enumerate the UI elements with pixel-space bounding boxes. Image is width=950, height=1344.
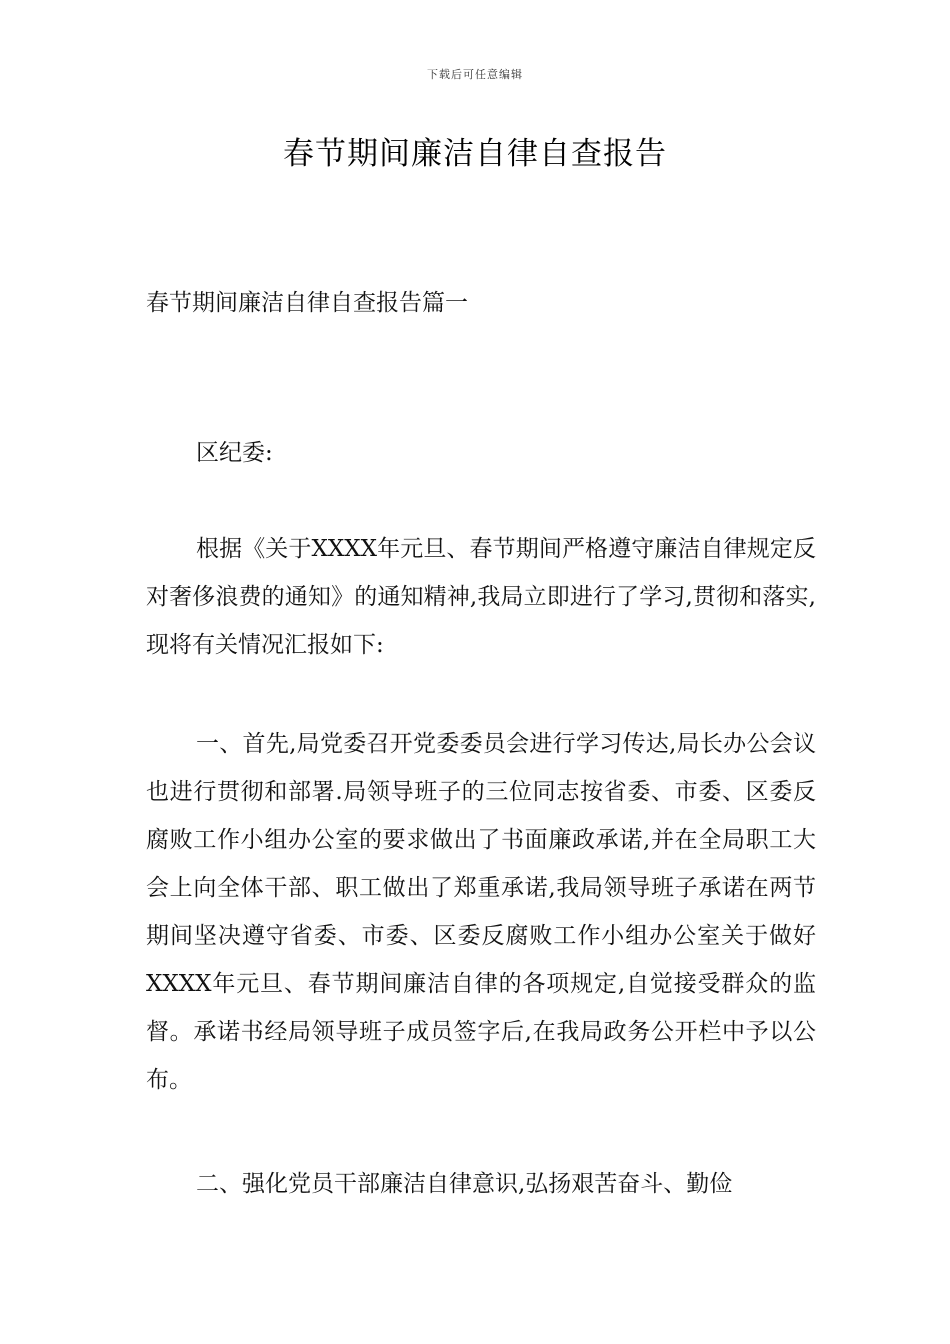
- section-heading: 春节期间廉洁自律自查报告篇一: [146, 290, 468, 316]
- document-title: 春节期间廉洁自律自查报告: [283, 136, 667, 172]
- paragraph-2: 一、首先,局党委召开党委委员会进行学习传达,局长办公会议也进行贯彻和部署.局领导班子的三位同志按省委、市委、区委反腐败工作小组办公室的要求做出了书面廉政承诺,并在全局职工大会上向全体干部、职工做出了郑重承诺,我局领导班子承诺在两节期间坚决遵守省委、市委、区委反腐败工作小组办公室关于做好XXXX年元旦、春节期间廉洁自律的各项规定,自觉接受群众的监督。承诺书经局领导班子成员签字后,在我局政务公开栏中予以公布。: [146, 731, 816, 1093]
- salutation: 区纪委:: [196, 440, 273, 466]
- paragraph-3: 二、强化党员干部廉洁自律意识,弘扬艰苦奋斗、勤俭: [196, 1171, 733, 1197]
- header-note: 下载后可任意编辑: [427, 68, 523, 81]
- paragraph-1: 根据《关于XXXX年元旦、春节期间严格遵守廉洁自律规定反对奢侈浪费的通知》的通知精神,我局立即进行了学习,贯彻和落实,现将有关情况汇报如下:: [146, 536, 816, 658]
